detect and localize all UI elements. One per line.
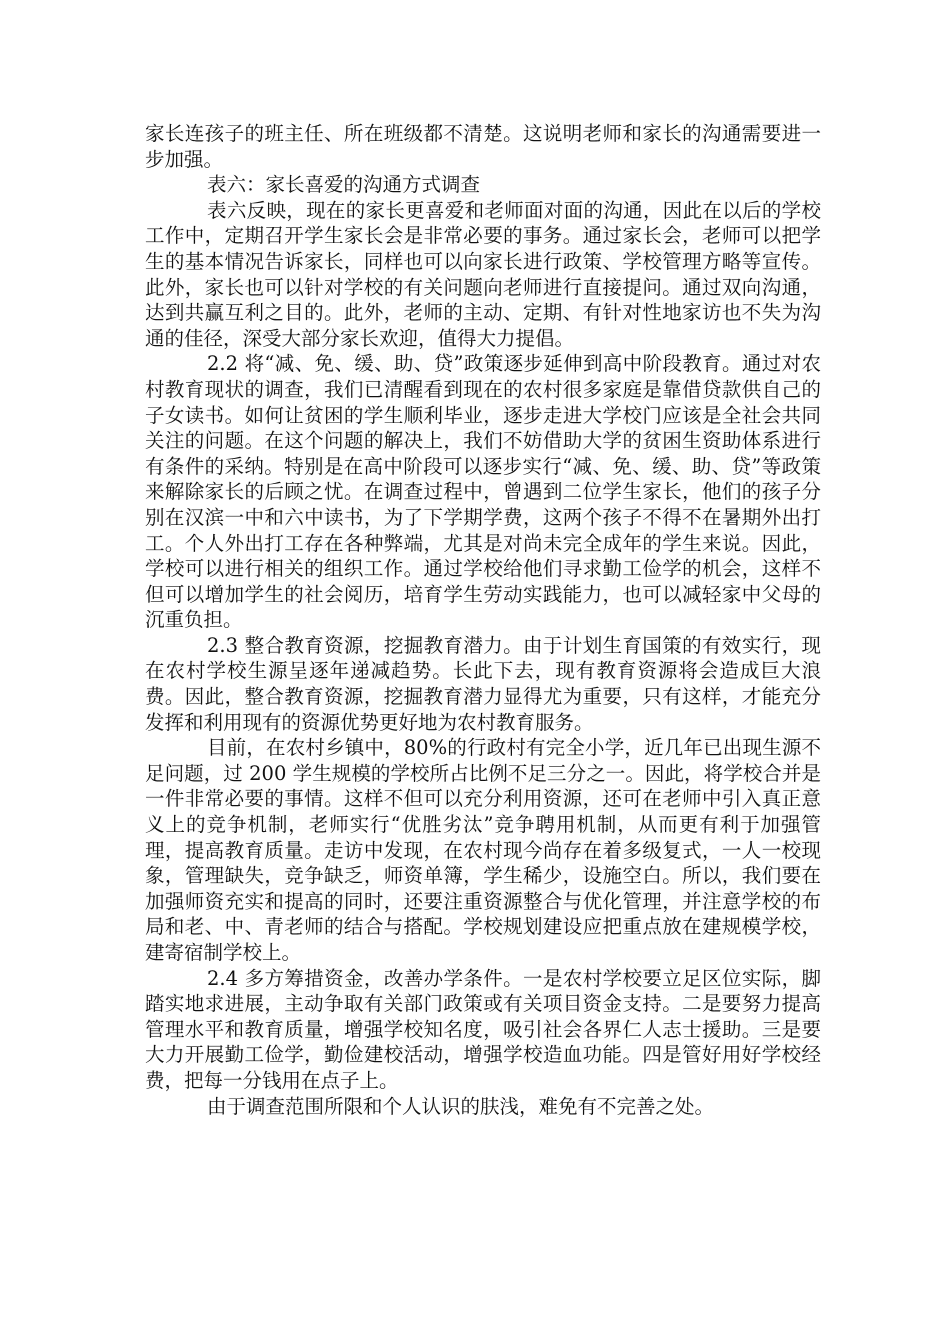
paragraph-closing: 由于调查范围所限和个人认识的肤浅，难免有不完善之处。 xyxy=(207,1094,715,1118)
paragraph-section-2-4: 2.4 多方筹措资金，改善办学条件。一是农村学校要立足区位实际，脚踏实地求进展，主动争取有关部门政策或有关项目资金支持。二是要努力提高管理水平和教育质量，增强学校知名度，吸引社会各界仁人志士援助。三是要大力开展勤工俭学，勤俭建校活动，增强学校造血功能。四是管好用好学校经费，把每一分钱用在点子上。 xyxy=(145,966,821,1092)
paragraph-section-2-3: 2.3 整合教育资源，挖掘教育潜力。由于计划生育国策的有效实行，现在农村学校生源呈逐年递减趋势。长此下去，现有教育资源将会造成巨大浪费。因此，整合教育资源，挖掘教育潜力显得尤为重要，只有这样，才能充分发挥和利用现有的资源优势更好地为农村教育服务。 xyxy=(145,633,821,734)
table-caption: 表六：家长喜爱的沟通方式调查 xyxy=(207,173,481,197)
paragraph-continuation: 家长连孩子的班主任、所在班级都不清楚。这说明老师和家长的沟通需要进一步加强。 xyxy=(145,122,821,171)
paragraph-school-merging: 目前，在农村乡镇中，80%的行政村有完全小学，近几年已出现生源不足问题，过 200 学生规模的学校所占比例不足三分之一。因此，将学校合并是一件非常必要的事情。这样不但可以充分利用资源，还可在老师中引入真正意义上的竞争机制，老师实行“优胜劣汰”竞争聘用机制，从而更有利于加强管理，提高教育质量。走访中发现，在农村现今尚存在着多级复式，一人一校现象，管理缺失，竞争缺乏，师资单簿，学生稀少，设施空白。所以，我们要在加强师资充实和提高的同时，还要注重资源整合与优化管理，并注意学校的布局和老、中、青老师的结合与搭配。学校规划建设应把重点放在建规模学校，建寄宿制学校上。 xyxy=(145,736,821,964)
document-body xyxy=(145,121,821,1119)
paragraph-section-2-2: 2.2 将“减、免、缓、助、贷”政策逐步延伸到高中阶段教育。通过对农村教育现状的调查，我们已清醒看到现在的农村很多家庭是靠借贷款供自己的子女读书。如何让贫困的学生顺利毕业，逐步走进大学校门应该是全社会共同关注的问题。在这个问题的解决上，我们不妨借助大学的贫困生资助体系进行有条件的采纳。特别是在高中阶段可以逐步实行“减、免、缓、助、贷”等政策来解除家长的后顾之忧。在调查过程中，曾遇到二位学生家长，他们的孩子分别在汉滨一中和六中读书，为了下学期学费，这两个孩子不得不在暑期外出打工。个人外出打工存在各种弊端，尤其是对尚未完全成年的学生来说。因此，学校可以进行相关的组织工作。通过学校给他们寻求勤工俭学的机会，这样不但可以增加学生的社会阅历，培育学生劳动实践能力，也可以减轻家中父母的沉重负担。 xyxy=(145,352,821,632)
paragraph-table-analysis: 表六反映，现在的家长更喜爱和老师面对面的沟通，因此在以后的学校工作中，定期召开学生家长会是非常必要的事务。通过家长会，老师可以把学生的基本情况告诉家长，同样也可以向家长进行政策、学校管理方略等宣传。此外，家长也可以针对学校的有关问题向老师进行直接提问。通过双向沟通，达到共赢互利之目的。此外，老师的主动、定期、有针对性地家访也不失为沟通的佳径，深受大部分家长欢迎，值得大力提倡。 xyxy=(145,198,821,350)
